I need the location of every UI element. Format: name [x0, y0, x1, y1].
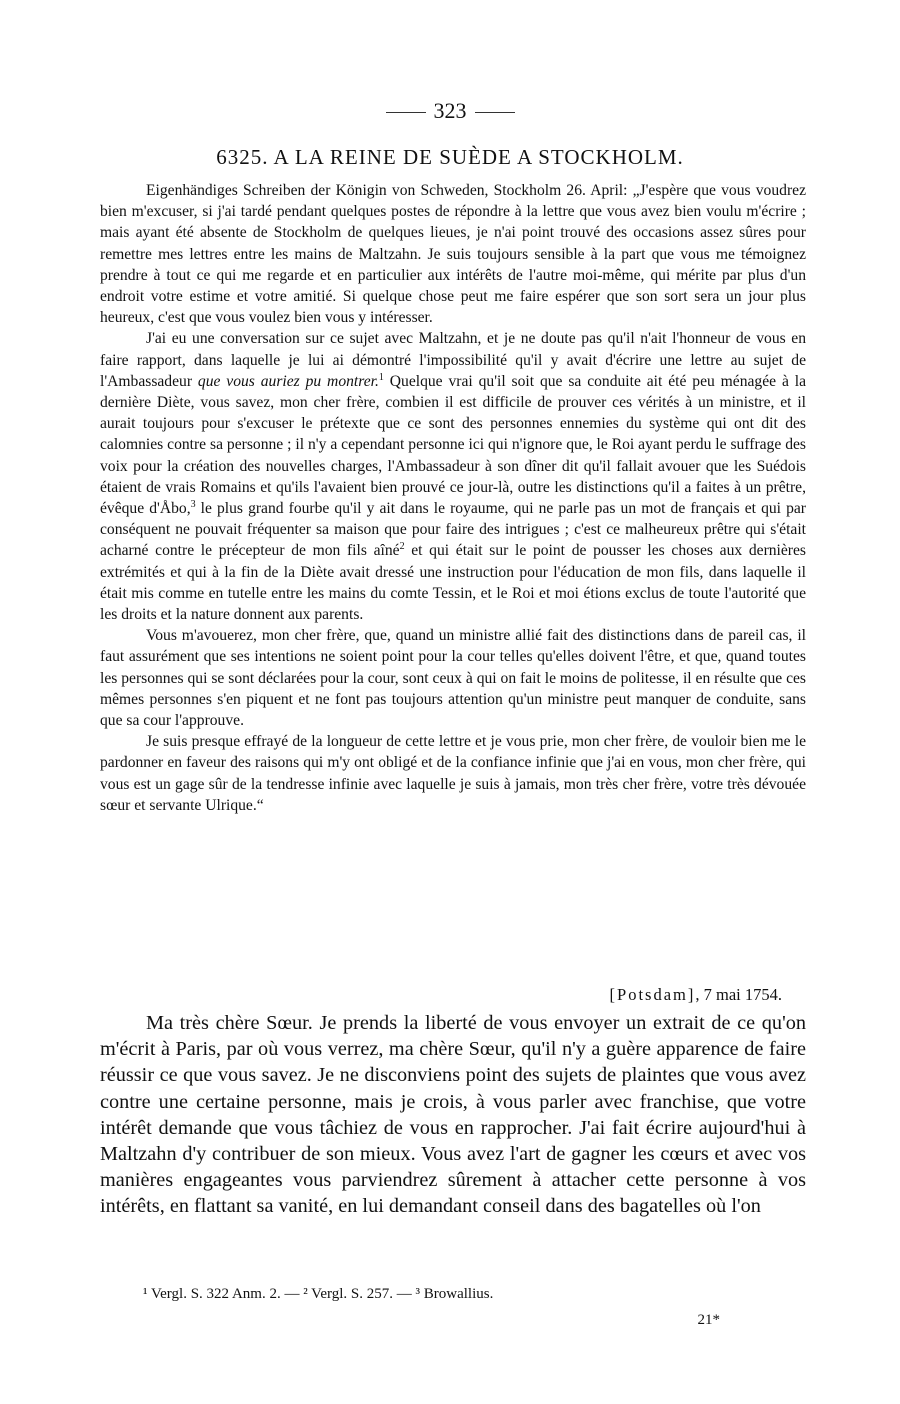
dateline-place: [Potsdam]: [609, 985, 696, 1004]
queen-letter: [100, 180, 806, 816]
footnote-marker-3: 3: [190, 498, 196, 510]
text-run: le plus grand fourbe qu'il y ait dans le royaume, qui ne parle pas un mot de français et qui par conséquent ne pouvait fréquenter sa maison que pour faire des intrigues ; c'est ce malheureux prêtre qui s'était acharné contre le précepteur de mon fils aîné: [100, 500, 806, 560]
footnote-marker-2: 2: [399, 541, 405, 553]
text-run: J'ai eu une conversation sur ce sujet avec Maltzahn, et je ne doute pas qu'il n'ait l'honneur de vous en faire rapport, dans laquelle je lui ai démontré l'impossibilité qu'il y avait d'écrire une lettre au sujet de l'Ambassadeur: [100, 330, 806, 390]
queen-letter-paragraph-2: [100, 328, 806, 625]
queen-letter-paragraph-1: Eigenhändiges Schreiben der Königin von Schweden, Stockholm 26. April: „J'espère que vous voudrez bien m'excuser, si j'ai tardé pendant quelques postes de répondre à la lettre que vous avez bien voulu m'écrire ; mais ayant été absente de Stockholm de quelques lieues, je n'ai point trouvé des occasions assez sûres pour remettre mes lettres entre les mains de Maltzahn. Je suis toujours sensible à la part que vous me témoignez prendre à tout ce qui me regarde et en particulier aux intérêts de l'autre moi-même, qui mérite par plus d'un endroit votre estime et votre amitié. Si quelque chose peut me faire espérer que son sort sera un jour plus heureux, c'est que vous voulez bien vous y intéresser.: [100, 182, 806, 327]
reply-paragraph: Ma très chère Sœur. Je prends la liberté de vous envoyer un extrait de ce qu'on m'écrit à Paris, par où vous verrez, ma chère Sœur, qu'il n'y a guère apparence de faire réussir ce que vous savez. Je ne disconviens point des sujets de plaintes que vous avez contre une certaine personne, mais je crois, à vous parler avec franchise, que votre intérêt demande que vous tâchiez de vous en rapprocher. J'ai fait écrire aujourd'hui à Maltzahn d'y contribuer de son mieux. Vous avez l'art de gagner les cœurs et avec vos manières engageantes vous parviendrez sûrement à attacher cette personne à vos intérêts, en flattant sa vanité, en lui demandant conseil dans des bagatelles où l'on: [100, 1012, 806, 1218]
queen-letter-paragraph-3: Vous m'avouerez, mon cher frère, que, quand un ministre allié fait des distinctions dans de pareil cas, il faut assurément que ses intentions ne soient point pour la cour telles qu'elles doivent l'être, et que, quand toutes les personnes qui se sont déclarées pour la cour, sont ceux à qui on fait le moins de politesse, il en résulte que ces mêmes personnes s'en piquent et ne font pas toujours attention qu'un ministre peut manquer de conduite, sans que sa cour l'approuve.: [100, 627, 806, 730]
text-run: et qui était sur le point de pousser les choses aux dernières extrémités et qui à la fin de la Diète avait dressé une instruction pour l'éducation de mon fils, dans laquelle il était mis comme en tutelle entre les mains du comte Tessin, et le Roi et moi étions exclus de toute l'autorité que les droits et la nature donnent aux parents.: [100, 542, 806, 624]
page-number: 323: [433, 98, 467, 123]
dateline: [610, 985, 782, 1005]
reply-letter: [100, 1010, 806, 1220]
text-run: Quelque vrai qu'il soit que sa conduite ait été peu ménagée à la dernière Diète, vous savez, mon cher frère, combien il est difficile de prouver ces vérités à un ministre, et il aurait toujours pour s'excuser le prétexte que ce sont des personnes ennemies du système qui ont dit des calomnies contre sa personne ; il n'y a cependant personne ici qui n'ignore que, le Roi ayant perdu le suffrage des voix pour la création des nouvelles charges, l'Ambassadeur à son dîner dit qu'il fallait avouer que les Suédois étaient de vrais Romains et qu'ils l'avaient bien prouvé ce jour-là, outre les distinctions qu'il a faites à un prêtre, évêque d'Åbo,: [100, 372, 806, 518]
letter-title: 6325. A LA REINE DE SUÈDE A STOCKHOLM.: [216, 145, 684, 169]
footnotes: ¹ Vergl. S. 322 Anm. 2. — ² Vergl. S. 257. — ³ Browallius.: [143, 1286, 494, 1302]
header-dash-right: [475, 112, 515, 113]
sheet-signature: 21*: [697, 1312, 720, 1328]
footnote-marker-1: 1: [378, 371, 384, 383]
queen-letter-paragraph-4: Je suis presque effrayé de la longueur de cette lettre et je vous prie, mon cher frère, de vouloir bien me le pardonner en faveur des raisons qui m'y ont obligé et de la confiance infinie que j'ai en vous, mon cher frère, qui vous est un gage sûr de la tendresse infinie avec laquelle je suis à jamais, mon très cher frère, votre très dévouée sœur et servante Ulrique.“: [100, 733, 806, 814]
dateline-date: , 7 mai 1754.: [695, 985, 782, 1004]
header-dash-left: [386, 112, 426, 113]
italic-run: que vous auriez pu montrer.: [197, 372, 379, 390]
page-header: [0, 98, 900, 124]
